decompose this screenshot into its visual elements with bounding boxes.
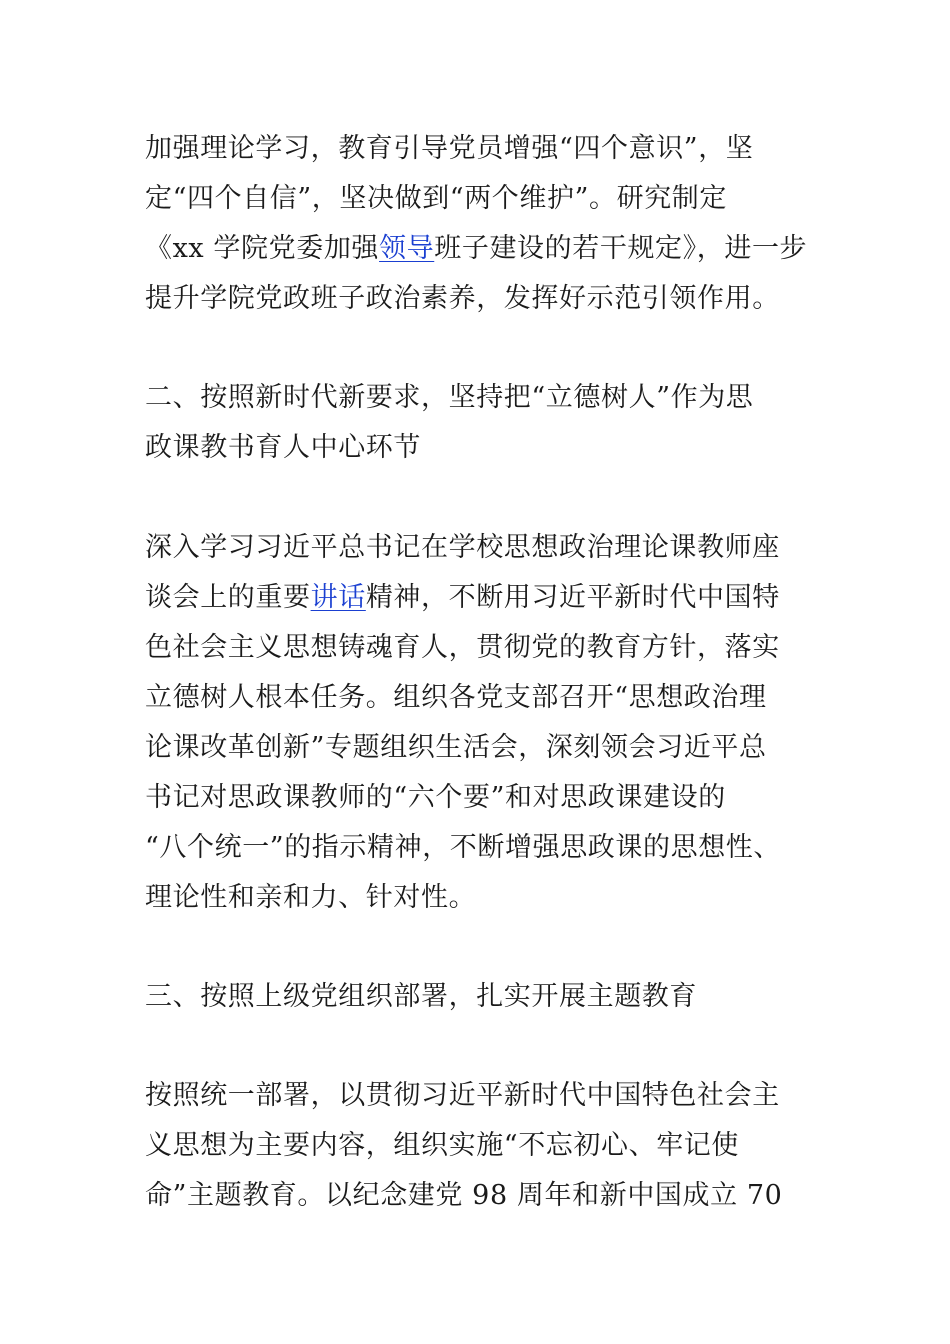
text-line: 命”主题教育。以纪念建党 98 周年和新中国成立 70 xyxy=(145,1180,783,1211)
text-line xyxy=(145,224,835,274)
section-heading-3 xyxy=(145,972,835,1022)
paragraph-theme-education xyxy=(145,1071,835,1221)
text-line: “八个统一”的指示精神，不断增强思政课的思想性、 xyxy=(145,832,782,863)
heading-line: 二、按照新时代新要求，坚持把“立德树人”作为思 xyxy=(145,382,754,413)
heading-line: 三、按照上级党组织部署，扎实开展主题教育 xyxy=(145,981,697,1012)
text-line: 提升学院党政班子政治素养，发挥好示范引领作用。 xyxy=(145,283,780,314)
text-segment: 《xx 学院党委加强 xyxy=(145,233,380,264)
text-line: 加强理论学习，教育引导党员增强“四个意识”，坚 xyxy=(145,133,754,164)
text-line: 按照统一部署，以贯彻习近平新时代中国特色社会主 xyxy=(145,1080,780,1111)
link-speech[interactable]: 讲话 xyxy=(310,582,366,613)
text-line xyxy=(145,573,835,623)
text-segment: 班子建设的若干规定》，进一步 xyxy=(434,233,808,264)
heading-line: 政课教书育人中心环节 xyxy=(145,432,421,463)
text-line: 深入学习习近平总书记在学校思想政治理论课教师座 xyxy=(145,532,780,563)
paragraph-moral-education xyxy=(145,523,835,923)
text-line: 色社会主义思想铸魂育人，贯彻党的教育方针，落实 xyxy=(145,632,780,663)
text-line: 立德树人根本任务。组织各党支部召开“思想政治理 xyxy=(145,682,767,713)
text-line: 义思想为主要内容，组织实施“不忘初心、牢记使 xyxy=(145,1130,740,1161)
text-segment: 精神，不断用习近平新时代中国特 xyxy=(365,582,780,613)
text-line: 定“四个自信”，坚决做到“两个维护”。研究制定 xyxy=(145,183,728,214)
section-heading-2 xyxy=(145,373,835,473)
text-line: 理论性和亲和力、针对性。 xyxy=(145,882,477,913)
text-segment: 谈会上的重要 xyxy=(145,582,311,613)
text-line: 书记对思政课教师的“六个要”和对思政课建设的 xyxy=(145,782,726,813)
text-line: 论课改革创新”专题组织生活会，深刻领会习近平总 xyxy=(145,732,767,763)
paragraph-party-building xyxy=(145,124,835,324)
link-leadership[interactable]: 领导 xyxy=(379,233,435,264)
